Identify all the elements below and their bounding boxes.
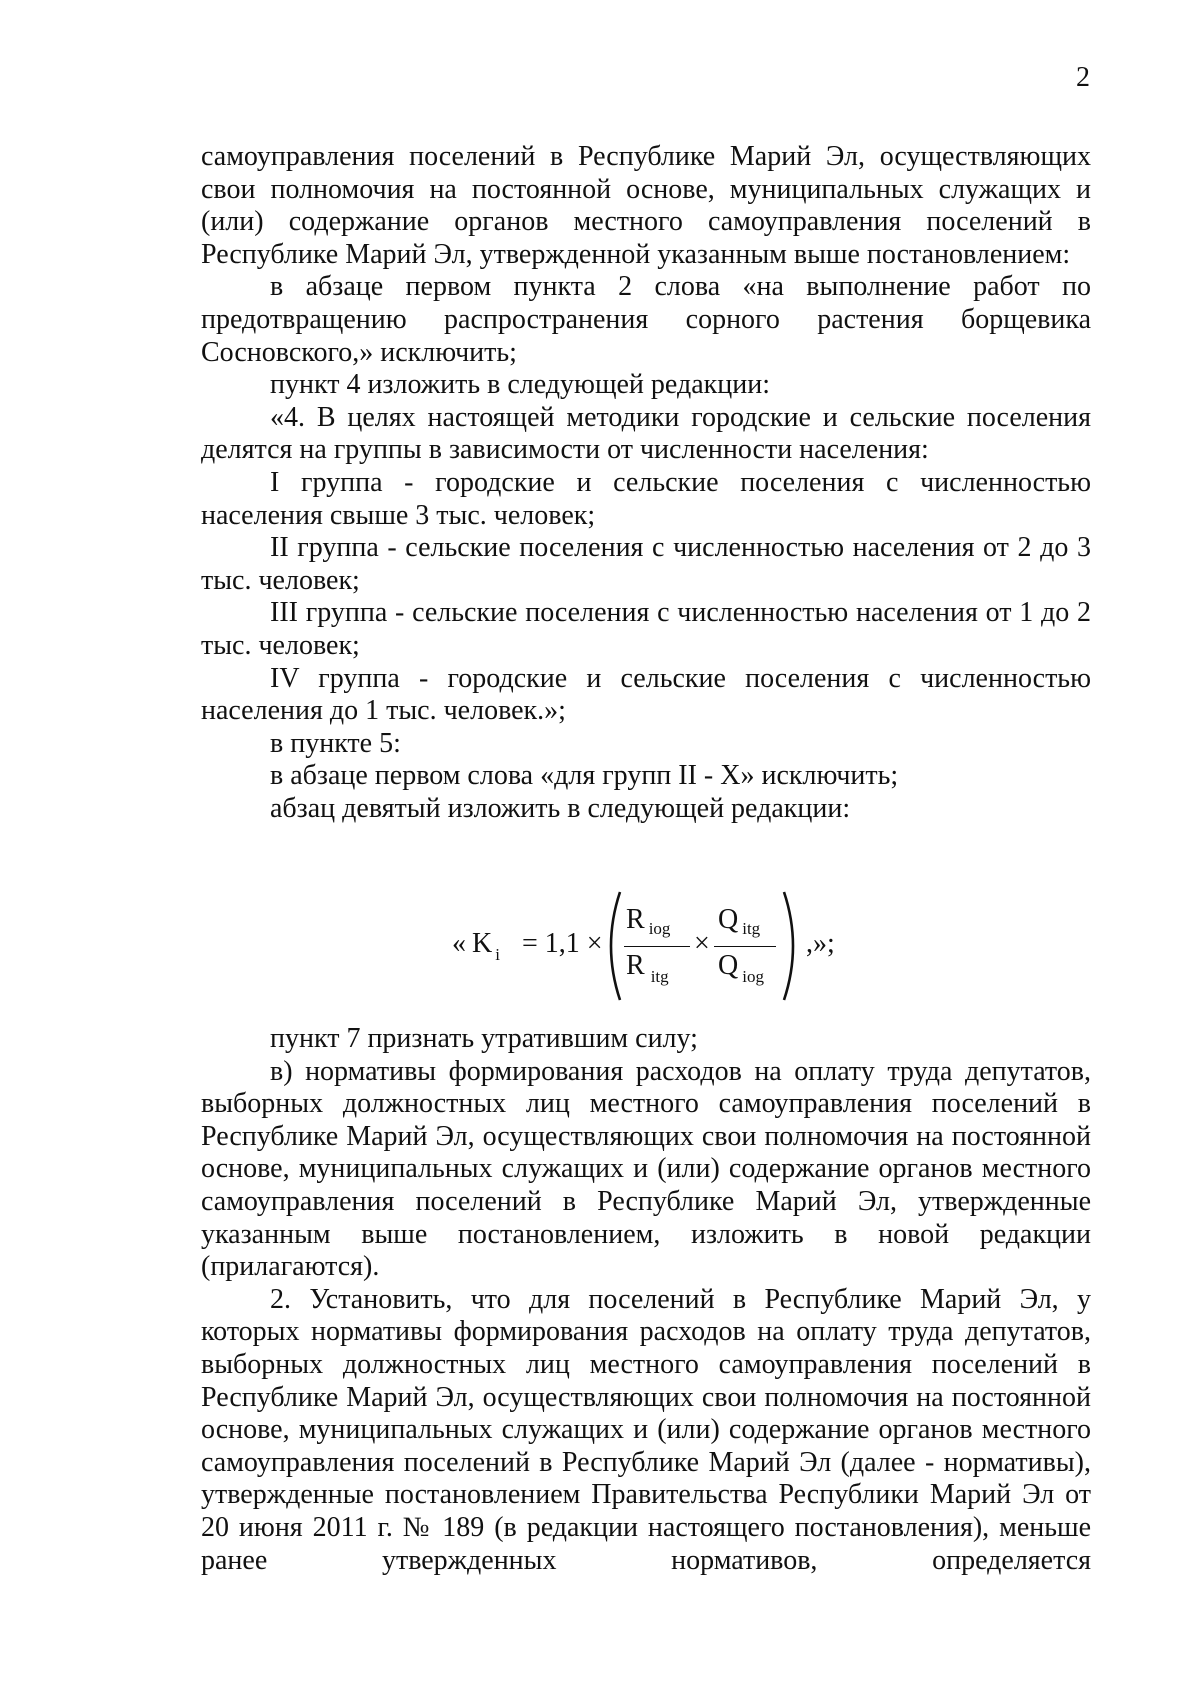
- page-number: 2: [1076, 62, 1090, 93]
- paragraph: III группа - сельские поселения с численностью населения от 1 до 2 тыс. человек;: [201, 597, 1091, 661]
- paragraph: пункт 4 изложить в следующей редакции:: [270, 369, 770, 401]
- formula-q-top-sub: itg: [742, 919, 761, 938]
- paragraph: в пункте 5:: [270, 727, 401, 759]
- paragraph: абзац девятый изложить в следующей редакции:: [270, 792, 851, 824]
- paragraph: в) нормативы формирования расходов на оплату труда депутатов, выборных должностных лиц местного самоуправления поселений в Республике Марий Эл, осуществляющих свои полномочия на постоянной основе, муниципальных служащих и (или) содержание органов местного самоуправления поселений в Республике Марий Эл, утвержденные указанным выше постановлением, изложить в новой редакции (прилагаются).: [201, 1055, 1091, 1283]
- paragraph: II группа - сельские поселения с численностью населения от 2 до 3 тыс. человек;: [201, 532, 1091, 596]
- paragraph: в абзаце первом слова «для групп II - X» исключить;: [270, 760, 899, 792]
- formula-k-sub: i: [495, 945, 500, 964]
- formula-q-top: [718, 904, 761, 938]
- formula-q-bottom-sub: iog: [742, 967, 764, 986]
- paragraph: IV группа - городские и сельские поселения с численностью населения до 1 тыс. человек.»;: [201, 662, 1091, 727]
- formula-close: ,»;: [806, 928, 835, 959]
- document-body-top: [201, 141, 1091, 825]
- paragraph: I группа - городские и сельские поселения с численностью населения свыше 3 тыс. человек;: [201, 466, 1091, 531]
- left-paren-icon: [598, 890, 624, 1002]
- formula-equals: = 1,1 ×: [522, 928, 603, 959]
- fraction-line-q: [714, 946, 776, 947]
- document-body-bottom: [201, 1023, 1091, 1577]
- formula-r-bottom-sub: itg: [650, 967, 669, 986]
- formula-open-quote: «: [452, 928, 466, 959]
- formula-k-letter: K: [472, 928, 493, 959]
- paragraph: пункт 7 признать утратившим силу;: [270, 1023, 698, 1054]
- formula-r-bottom-letter: R: [626, 950, 645, 981]
- formula-q-bottom-letter: Q: [718, 950, 739, 981]
- formula-r-top-letter: R: [626, 904, 645, 935]
- formula-times: ×: [694, 928, 710, 959]
- formula-r-top: [626, 904, 671, 938]
- paragraph: в абзаце первом пункта 2 слова «на выполнение работ по предотвращению распространения сорного растения борщевика Сосновского,» исключить;: [201, 271, 1091, 368]
- fraction-line-r: [624, 946, 690, 947]
- formula-k: [472, 928, 500, 964]
- formula-q-top-letter: Q: [718, 904, 739, 935]
- paragraph: «4. В целях настоящей методики городские и сельские поселения делятся на группы в зависимости от численности населения:: [201, 401, 1091, 466]
- formula-r-bottom: [626, 950, 669, 986]
- paragraph: 2. Установить, что для поселений в Республике Марий Эл, у которых нормативы формирования расходов на оплату труда депутатов, выборных должностных лиц местного самоуправления поселений в Республике Марий Эл, осуществляющих свои полномочия на постоянной основе, муниципальных служащих и (или) содержание органов местного самоуправления поселений в Республике Марий Эл (далее - нормативы), утвержденные постановлением Правительства Республики Марий Эл от 20 июня 2011 г. № 189 (в редакции настоящего постановления), меньше ранее утвержденных нормативов, определяется: [201, 1283, 1091, 1576]
- formula-r-top-sub: iog: [648, 919, 671, 938]
- right-paren-icon: [780, 890, 806, 1002]
- paragraph: самоуправления поселений в Республике Марий Эл, осуществляющих свои полномочия на постоянной основе, муниципальных служащих и (или) содержание органов местного самоуправления поселений в Республике Марий Эл, утвержденной указанным выше постановлением:: [201, 141, 1091, 270]
- formula-q-bottom: [718, 950, 764, 986]
- formula-ki: [452, 886, 872, 1006]
